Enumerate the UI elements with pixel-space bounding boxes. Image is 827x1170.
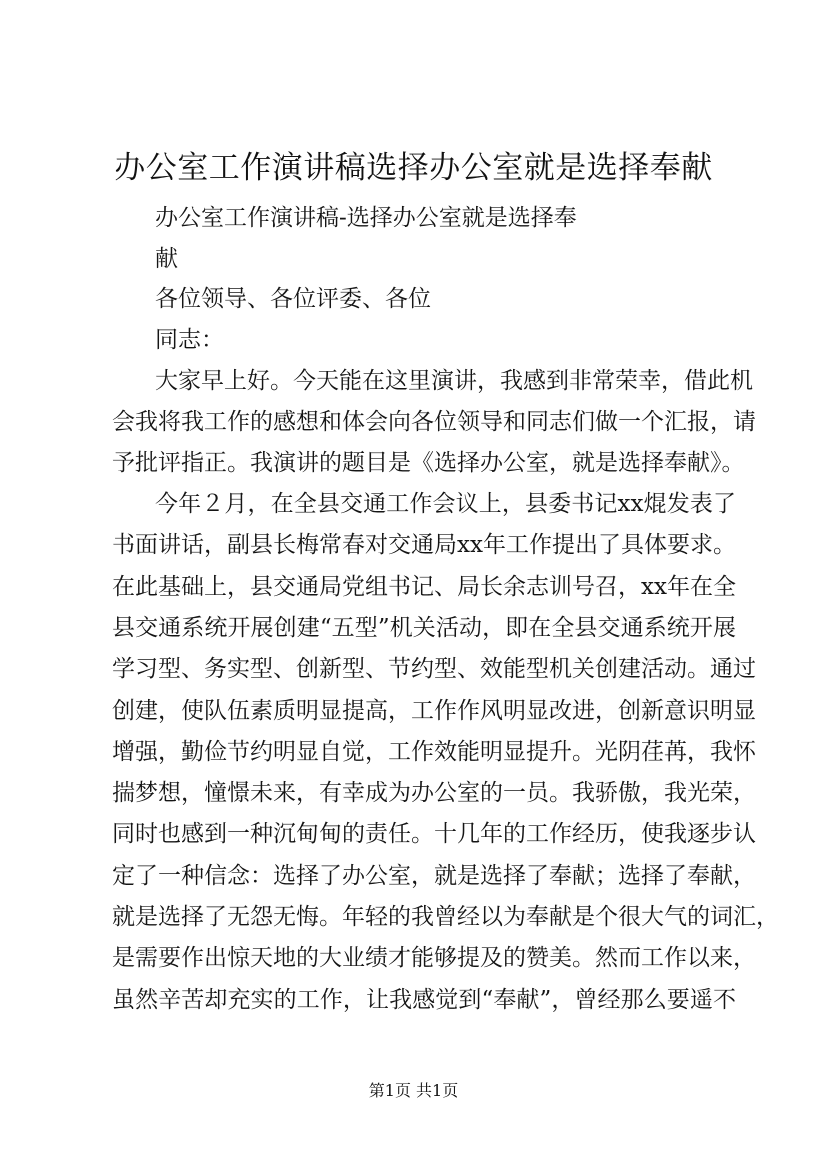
paragraph-2-line: 是需要作出惊天地的大业绩才能够提及的赞美。然而工作以来， bbox=[112, 945, 756, 971]
paragraph-2-line: 创建，使队伍素质明显提高，工作作风明显改进，创新意识明显 bbox=[112, 698, 756, 724]
paragraph-2-line: 虽然辛苦却充实的工作，让我感觉到“奉献”，曾经那么要遥不 bbox=[112, 987, 736, 1013]
paragraph-2-line: 县交通系统开展创建“五型”机关活动，即在全县交通系统开展 bbox=[112, 615, 736, 641]
paragraph-2-line: 揣梦想，憧憬未来，有幸成为办公室的一员。我骄傲，我光荣， bbox=[112, 780, 756, 806]
salutation-line: 各位领导、各位评委、各位 bbox=[155, 286, 431, 312]
salutation-line-continuation: 同志： bbox=[155, 327, 224, 353]
paragraph-2-line: 就是选择了无怨无悔。年轻的我曾经以为奉献是个很大气的词汇， bbox=[112, 904, 779, 930]
subtitle-line-continuation: 献 bbox=[155, 246, 178, 272]
document-title: 办公室工作演讲稿选择办公室就是选择奉献 bbox=[114, 150, 713, 186]
paragraph-2-line: 增强，勤俭节约明显自觉，工作效能明显提升。光阴荏苒，我怀 bbox=[112, 739, 756, 765]
paragraph-1-line: 予批评指正。我演讲的题目是《选择办公室，就是选择奉献》。 bbox=[112, 450, 745, 476]
paragraph-1-line: 大家早上好。今天能在这里演讲，我感到非常荣幸，借此机 bbox=[155, 368, 753, 394]
paragraph-2-line: 同时也感到一种沉甸甸的责任。十几年的工作经历，使我逐步认 bbox=[112, 821, 756, 847]
paragraph-2-line: 书面讲话，副县长梅常春对交通局xx年工作提出了具体要求。 bbox=[112, 532, 736, 558]
page-number-footer: 第1页 共1页 bbox=[368, 1081, 459, 1100]
paragraph-2-line: 学习型、务实型、创新型、节约型、效能型机关创建活动。通过 bbox=[112, 656, 756, 682]
paragraph-2-line: 今年２月，在全县交通工作会议上，县委书记xx焜发表了 bbox=[155, 491, 736, 517]
paragraph-2-line: 在此基础上，县交通局党组书记、局长余志训号召，xx年在全 bbox=[112, 574, 736, 600]
paragraph-2-line: 定了一种信念：选择了办公室，就是选择了奉献；选择了奉献， bbox=[112, 863, 756, 889]
subtitle-line: 办公室工作演讲稿-选择办公室就是选择奉 bbox=[155, 205, 577, 231]
paragraph-1-line: 会我将我工作的感想和体会向各位领导和同志们做一个汇报，请 bbox=[112, 409, 756, 435]
